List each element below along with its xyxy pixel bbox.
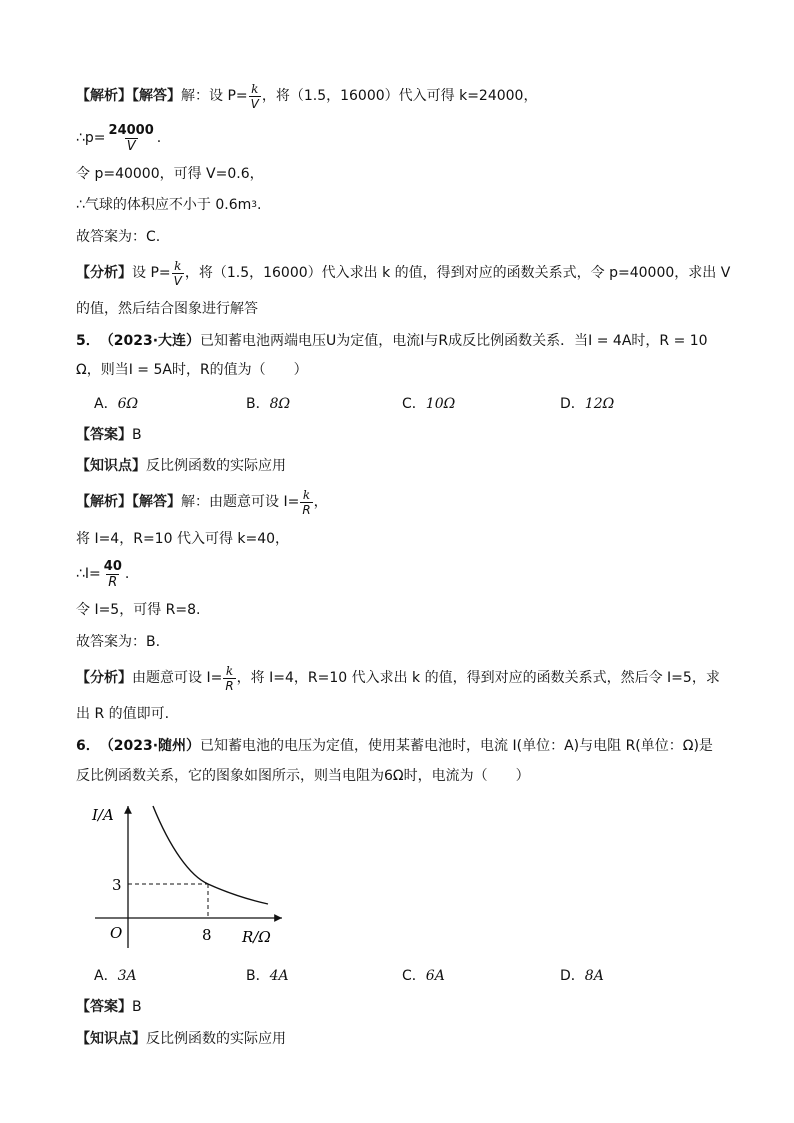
knowledge-text: 反比例函数的实际应用 [146,458,286,474]
question-6-stem-2: 反比例函数关系，它的图象如图所示，则当电阻为6Ω时，电流为（ ） [76,768,530,784]
hyperbola-curve [153,806,268,904]
option-c [402,962,445,990]
option-letter: A． [94,396,118,412]
fraction-denominator: R [302,502,311,517]
fraction-numerator: k [302,487,311,502]
option-text: 8Ω [269,396,291,412]
question-5-analysis-5: 故答案为：B. [76,634,161,650]
question-5-knowledge-point [76,452,718,480]
answer-value: B [132,999,142,1015]
y-tick-label: 3 [112,876,122,894]
option-text: 12Ω [584,396,615,412]
text-post: ， [313,494,328,510]
option-text: 3A [117,968,137,984]
fraction-numerator: k [225,663,234,678]
question-5-fenxi-1 [76,664,718,692]
fenxi-tag: 【分析】 [76,670,132,686]
fraction-denominator: R [225,678,234,693]
text-post: ，将（1.5，16000）代入求出 k 的值，得到对应的函数关系式，令 p=40000，求出 V [184,265,731,281]
question-5-analysis-4: 令 I=5，可得 R=8. [76,602,201,618]
fraction-k-over-v [172,260,184,287]
fraction-k-over-v [249,83,261,110]
fraction-denominator: V [126,138,136,154]
fraction-40-over-r [102,560,124,589]
answer-tag: 【答案】 [76,427,132,443]
question-6-answer [76,993,718,1021]
analysis-line-5: 故答案为：C. [76,229,161,245]
analysis-tag: 【解析】【解答】 [76,88,181,104]
option-letter: B． [246,396,270,412]
option-letter: B． [246,968,270,984]
knowledge-text: 反比例函数的实际应用 [146,1031,286,1047]
fraction-numerator: 40 [103,558,122,574]
fraction-numerator: k [174,258,182,273]
option-letter: D． [560,396,585,412]
text-pre: 设 P= [132,265,171,281]
question-number: 5． [76,333,100,349]
text-post: . [124,566,130,582]
option-c [402,390,455,418]
fraction-numerator: 24000 [108,122,154,138]
option-a [94,390,138,418]
answer-tag: 【答案】 [76,999,132,1015]
analysis-tag: 【解析】【解答】 [76,494,181,510]
question-number: 6． [76,738,100,754]
option-text: 8A [584,968,604,984]
option-letter: C． [402,396,426,412]
question-text: 已知蓄电池的电压为定值，使用某蓄电池时，电流 I(单位：A)与电阻 R(单位：Ω)是 [200,738,713,754]
text-pre: 解：由题意可设 I= [181,494,300,510]
option-d [560,390,614,418]
text-pre: ∴气球的体积应不小于 0.6m [76,197,252,213]
fenxi-line-1 [76,258,731,288]
option-a [94,962,137,990]
fraction-24000-over-v [107,124,156,153]
text-post: ，将 I=4，R=10 代入求出 k 的值，得到对应的函数关系式，然后令 I=5，求 [236,670,720,686]
fraction-denominator: R [108,574,118,590]
y-axis-label: I/A [92,806,114,824]
fraction-numerator: k [251,81,259,96]
x-axis-label: R/Ω [242,928,271,946]
question-5-analysis-2: 将 I=4，R=10 代入可得 k=40， [76,531,290,547]
option-text: 6A [425,968,445,984]
option-b [246,390,290,418]
option-letter: C． [402,968,426,984]
question-5-analysis-3 [76,560,718,588]
inverse-proportion-graph [90,800,290,952]
question-source: （2023·随州） [99,738,201,754]
superscript: 3 [251,200,257,210]
fraction-denominator: V [250,96,259,111]
option-text: 4A [269,968,289,984]
knowledge-tag: 【知识点】 [76,458,146,474]
analysis-line-4 [76,191,718,219]
text-post: . [257,197,262,213]
text-post: ，将（1.5，16000）代入可得 k=24000， [261,88,538,104]
option-text: 10Ω [425,396,456,412]
question-6-stem-1 [76,732,718,760]
text-pre: ∴I= [76,566,101,582]
fraction-k-over-r [223,665,235,692]
question-5-fenxi-2: 出 R 的值即可. [76,706,170,722]
knowledge-tag: 【知识点】 [76,1031,146,1047]
x-tick-label: 8 [202,926,212,944]
analysis-line-2 [76,124,718,152]
question-5-answer [76,421,718,449]
text-pre: 由题意可设 I= [132,670,223,686]
question-5-analysis-1 [76,488,718,516]
question-5-stem-2: Ω，则当I = 5A时，R的值为（ ） [76,362,308,378]
question-6-options [94,962,718,990]
text-pre: 解：设 P= [181,88,248,104]
option-letter: A． [94,968,118,984]
question-source: （2023·大连） [99,333,201,349]
question-5-options [94,390,718,418]
analysis-line-1 [76,82,718,110]
option-b [246,962,289,990]
text-pre: ∴p= [76,130,106,146]
fenxi-line-2: 的值，然后结合图象进行解答 [76,301,258,317]
origin-label: O [110,924,123,942]
fraction-denominator: V [173,273,182,288]
fraction-k-over-r [300,489,312,516]
option-letter: D． [560,968,585,984]
text-post: . [156,130,162,146]
option-text: 6Ω [117,396,139,412]
question-text: 已知蓄电池两端电压U为定值，电流I与R成反比例函数关系．当I = 4A时，R = 10 [200,333,708,349]
question-5-stem-1 [76,327,718,355]
fenxi-tag: 【分析】 [76,265,132,281]
answer-value: B [132,427,142,443]
option-d [560,962,604,990]
question-6-knowledge-point [76,1025,718,1053]
analysis-line-3: 令 p=40000，可得 V=0.6， [76,166,264,182]
